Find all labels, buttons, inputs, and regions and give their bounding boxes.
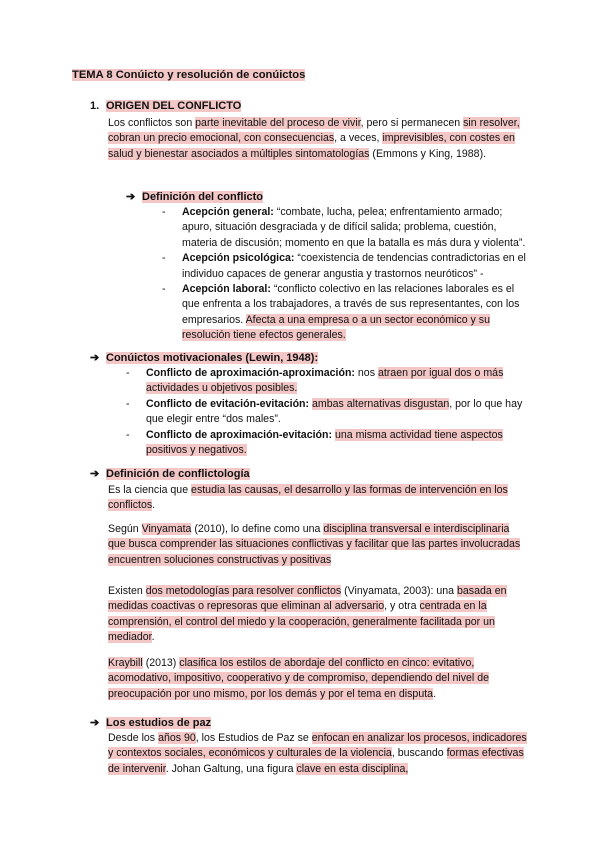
text-run: Los conflictos son	[108, 117, 196, 129]
highlighted-text: parte inevitable del proceso de vivir	[195, 117, 361, 129]
text-run: (Vinyamata, 2003): una	[341, 585, 458, 597]
motivacional-item-evit-evit	[126, 397, 526, 428]
item-highlight: Afecta a una empresa o a un sector económico y su resolución tiene efectos generales.	[182, 313, 490, 342]
text-run: Según	[108, 523, 142, 535]
dash-bullet: -	[126, 397, 130, 410]
text-run: (2010), lo define como una	[191, 523, 324, 535]
item-highlight: ambas alternativas disgustan	[312, 397, 450, 410]
arrow-right-icon: ➔	[90, 717, 100, 729]
dash-bullet: -	[126, 367, 130, 379]
paz-heading	[90, 716, 211, 729]
conflictologia-paragraph-4	[108, 656, 528, 702]
text-run: Es la ciencia que	[108, 484, 192, 496]
motivacionales-list	[126, 366, 526, 458]
conflictologia-heading	[90, 467, 250, 480]
item-text: “coexistencia de tendencias contradictorias en el individuo capaces de generar angustia y trastornos neuróticos” -	[182, 252, 526, 280]
text-run: (Emmons y King, 1988).	[369, 147, 487, 160]
item-label: Conflicto de evitación-evitación:	[146, 397, 310, 410]
item-text: “conflicto colectivo en las relaciones laborales es el que enfrenta a los trabajadores, a través de sus representantes, con los empresarios.	[182, 283, 520, 326]
definicion-title: Definición del conflicto	[142, 191, 264, 203]
item-text: nos	[354, 367, 378, 379]
item-label: Acepción laboral:	[182, 283, 271, 296]
arrow-right-icon: ➔	[90, 352, 100, 364]
item-label: Conflicto de aproximación-evitación:	[146, 428, 333, 441]
section-number: 1.	[90, 100, 100, 112]
text-run: . Johan Galtung, una figura	[165, 762, 297, 775]
text-run: , buscando	[391, 747, 447, 760]
highlighted-text: imprevisibles, con costes en salud y bienestar asociados a múltiples sintomatologías	[108, 132, 515, 160]
paz-title: Los estudios de paz	[106, 717, 212, 729]
doc-title	[72, 69, 305, 81]
dash-bullet: -	[126, 428, 130, 441]
item-highlight: una misma actividad tiene aspectos positivos y negativos.	[146, 428, 503, 457]
conflictologia-paragraph-3	[108, 584, 528, 646]
dash-bullet: -	[162, 252, 166, 265]
item-label: Acepción general:	[182, 206, 274, 218]
definicion-item-general	[162, 205, 532, 251]
section-title: ORIGEN DEL CONFLICTO	[106, 100, 242, 112]
dash-bullet: -	[162, 206, 166, 218]
dash-bullet: -	[162, 283, 166, 296]
text-run: Existen	[108, 585, 146, 597]
motivacional-item-aprox-evit	[126, 428, 526, 459]
highlighted-text: estudia las causas, el desarrollo y las formas de intervención en los conflictos	[108, 484, 508, 512]
conflictologia-paragraph-2	[108, 522, 528, 568]
item-label: Acepción psicológica:	[182, 252, 295, 265]
highlighted-text: disciplina transversal e interdisciplinaria que busca comprender las situaciones conflictivas y facilitar que las partes involucradas encuentren soluciones constructivas y positivas	[108, 523, 521, 566]
item-text: “combate, lucha, pelea; enfrentamiento armado; apuro, situación desgraciada y de difícil salida; problema, cuestión, materia de discusión; momento en que la batalla es más dura y violenta”.	[182, 206, 526, 249]
text-run: , pero si permanecen	[360, 117, 464, 129]
text-run: .	[151, 631, 155, 644]
highlighted-text: años 90	[158, 732, 196, 744]
section-origen-heading	[90, 100, 241, 112]
arrow-right-icon: ➔	[90, 468, 100, 480]
item-label: Conflicto de aproximación-aproximación:	[146, 367, 355, 379]
paz-paragraph	[108, 731, 528, 777]
text-run: , los Estudios de Paz se	[195, 732, 312, 744]
text-run: , y otra	[384, 600, 420, 613]
conflictologia-title: Definición de conflictología	[106, 468, 250, 480]
definicion-list	[162, 205, 532, 344]
highlighted-text: Kraybill	[108, 657, 143, 669]
highlighted-text: clave en esta disciplina,	[296, 762, 409, 775]
highlighted-text: formas efectivas de intervenir	[108, 747, 524, 775]
item-highlight: atraen por igual dos o más actividades u objetivos posibles.	[146, 367, 504, 395]
conflictologia-paragraph-1	[108, 483, 528, 514]
highlighted-text: basada en medidas coactivas o represoras que eliminan al adversario	[108, 585, 507, 613]
arrow-right-icon: ➔	[126, 191, 136, 203]
motivacionales-heading	[90, 351, 318, 364]
item-text-after: , por lo que hay que elegir entre “dos males”.	[146, 397, 523, 426]
text-run: .	[152, 499, 156, 512]
doc-title-text: TEMA 8 Conúicto y resolución de conúictos	[72, 69, 306, 81]
highlighted-text: clasifica los estilos de abordaje del conflicto en cinco: evitativo, acomodativo, impositivo, cooperativo y de compromiso, dependiendo del nivel de preocupación por uno mismo, por los demás y por el tema en disputa	[108, 657, 490, 700]
text-run: .	[433, 687, 437, 700]
definicion-item-laboral	[162, 282, 532, 344]
highlighted-text: dos metodologías para resolver conflictos	[145, 585, 342, 597]
highlighted-text: Vinyamata	[141, 523, 192, 535]
motivacionales-title: Conúictos motivacionales (Lewin, 1948):	[106, 352, 319, 364]
definicion-item-psicologica	[162, 251, 532, 282]
highlighted-text: centrada en la comprensión, el control del miedo y la cooperación, generalmente facilitada por un mediador	[108, 600, 495, 644]
definicion-heading	[126, 190, 263, 203]
motivacional-item-aprox-aprox	[126, 366, 526, 397]
text-run: , a veces,	[334, 132, 383, 145]
origen-paragraph	[108, 116, 528, 162]
highlighted-text: enfocan en analizar los procesos, indicadores y contextos sociales, económicos y culturales de la violencia	[108, 732, 527, 760]
text-run: (2013)	[142, 657, 180, 669]
highlighted-text: sin resolver, cobran un precio emocional, con consecuencias	[108, 117, 520, 145]
text-run: Desde los	[108, 732, 159, 744]
